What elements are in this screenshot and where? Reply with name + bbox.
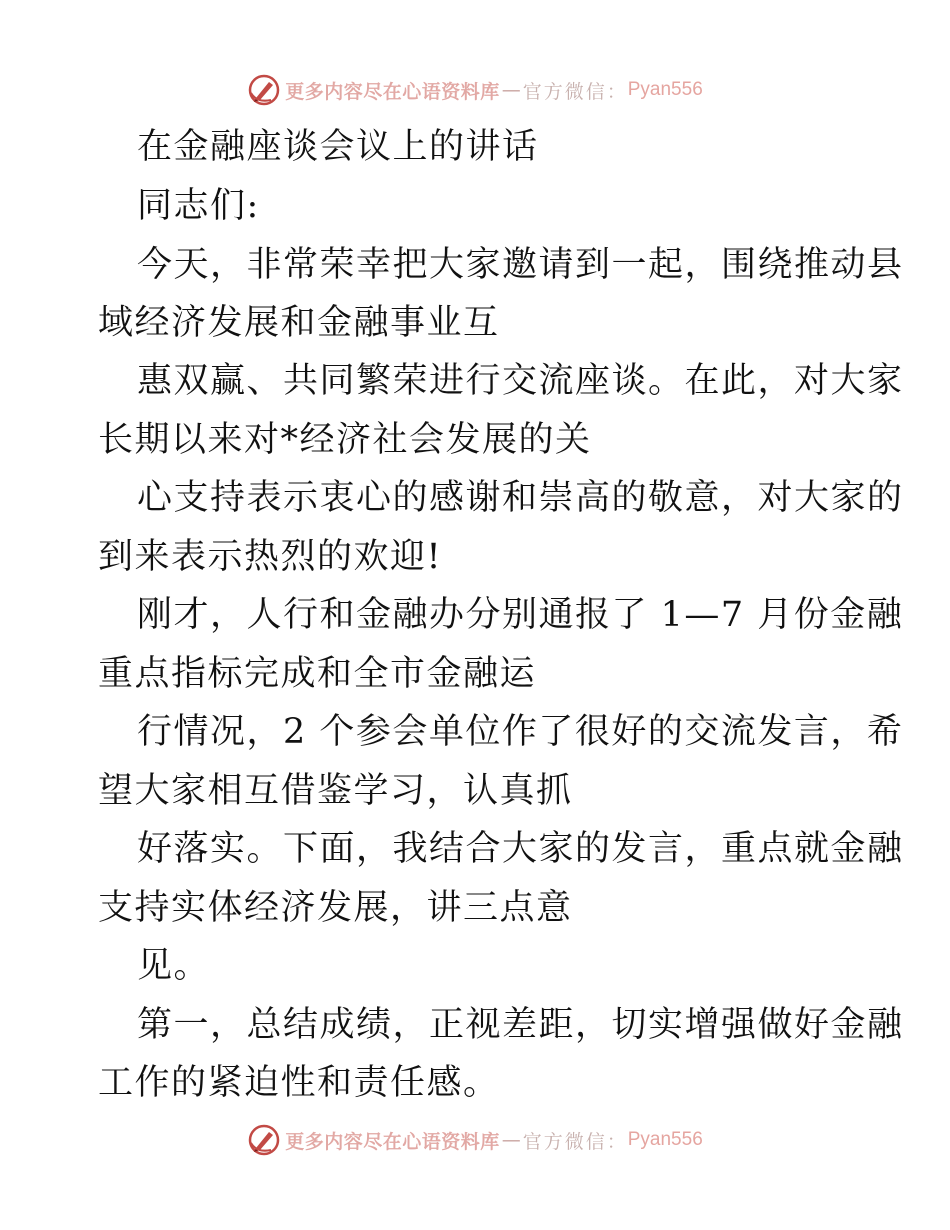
text-line: 望大家相互借鉴学习，认真抓 <box>98 771 573 811</box>
text-line: 见。 <box>137 946 211 986</box>
watermark-footer <box>0 1120 950 1160</box>
text-line: 工作的紧迫性和责任感。 <box>98 1063 500 1103</box>
watermark-wechat-id: Pyan556 <box>627 1129 703 1150</box>
watermark-separator: — <box>501 79 521 101</box>
text-line: 重点指标完成和全市金融运 <box>98 654 537 694</box>
text-line: 行情况，2 个参会单位作了很好的交流发言，希 <box>137 712 904 752</box>
watermark-main-text: 更多内容尽在心语资料库 <box>285 80 500 103</box>
text-line: 刚才，人行和金融办分别通报了 1—7 月份金融 <box>137 595 904 635</box>
text-line: 到来表示热烈的欢迎! <box>98 537 443 577</box>
watermark-main-text: 更多内容尽在心语资料库 <box>285 1130 500 1153</box>
text-line: 惠双赢、共同繁荣进行交流座谈。在此，对大家 <box>137 361 904 401</box>
text-line: 长期以来对*经济社会发展的关 <box>98 420 592 460</box>
text-line: 第一，总结成绩，正视差距，切实增强做好金融 <box>137 1005 904 1045</box>
watermark-wechat-id: Pyan556 <box>627 79 703 100</box>
text-line: 域经济发展和金融事业互 <box>98 303 500 343</box>
document-title: 在金融座谈会议上的讲话 <box>137 127 539 167</box>
text-line: 好落实。下面，我结合大家的发言，重点就金融 <box>137 829 904 869</box>
text-line: 支持实体经济发展，讲三点意 <box>98 888 573 928</box>
watermark-separator: — <box>501 1129 521 1151</box>
text-line: 心支持表示衷心的感谢和崇高的敬意，对大家的 <box>137 478 904 518</box>
text-line: 今天，非常荣幸把大家邀请到一起，围绕推动县 <box>137 245 904 285</box>
salutation: 同志们: <box>137 186 260 226</box>
pen-logo-icon <box>247 1123 281 1157</box>
watermark-wechat-label: 官方微信： <box>522 80 628 103</box>
watermark-wechat-label: 官方微信： <box>522 1130 628 1153</box>
